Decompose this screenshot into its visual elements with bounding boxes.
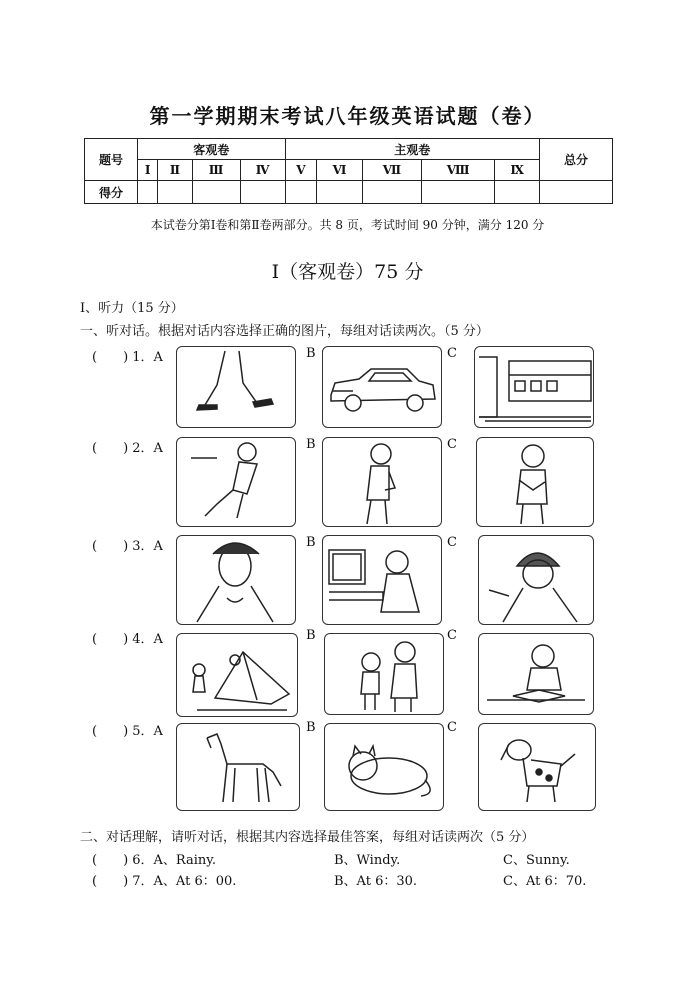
question-option-b: B、At 6：30. bbox=[334, 874, 418, 889]
exam-note: 本试卷分第Ⅰ卷和第Ⅱ卷两部分。共 8 页，考试时间 90 分钟，满分 120 分 bbox=[150, 218, 545, 232]
col-header: Ⅷ bbox=[422, 160, 495, 181]
question-option-b: B、Windy. bbox=[334, 853, 401, 868]
picture-boy-stomach-ache[interactable] bbox=[476, 437, 594, 527]
col-header: Ⅶ bbox=[362, 160, 421, 181]
question-instruction: 二、对话理解，请听对话，根据其内容选择最佳答案，每组对话读两次（5 分） bbox=[80, 830, 535, 845]
score-cell[interactable] bbox=[362, 181, 421, 204]
question-option-a: ( ) 7．A、At 6：00. bbox=[92, 874, 237, 889]
picture-boy-back-ache[interactable] bbox=[322, 437, 442, 527]
picture-girl-reading[interactable] bbox=[478, 633, 594, 715]
option-b-label: B bbox=[306, 628, 316, 643]
picture-kids-tent[interactable] bbox=[176, 633, 298, 717]
picture-cat[interactable] bbox=[324, 723, 444, 811]
part-heading: Ⅰ、听力（15 分） bbox=[80, 301, 184, 316]
option-b-label: B bbox=[306, 720, 316, 735]
option-c-label: C bbox=[447, 437, 457, 452]
picture-train[interactable] bbox=[474, 346, 594, 428]
col-header: Ⅳ bbox=[240, 160, 285, 181]
question-option-a: ( ) 6．A、Rainy. bbox=[92, 853, 217, 868]
question-option-c: C、At 6：70. bbox=[503, 874, 587, 889]
picture-boy-hurt-knee[interactable] bbox=[176, 437, 296, 527]
question-number: ( ) 2．A bbox=[92, 441, 163, 456]
option-c-label: C bbox=[447, 628, 457, 643]
picture-woman-helmet[interactable] bbox=[478, 535, 594, 625]
score-cell[interactable] bbox=[192, 181, 240, 204]
picture-dog[interactable] bbox=[478, 723, 596, 811]
picture-car[interactable] bbox=[322, 346, 442, 428]
score-cell[interactable] bbox=[240, 181, 285, 204]
score-cell[interactable] bbox=[285, 181, 317, 204]
defen-cell: 得分 bbox=[85, 181, 138, 204]
picture-girl-and-boy[interactable] bbox=[324, 633, 444, 715]
question-number: ( ) 3．A bbox=[92, 539, 163, 554]
score-cell[interactable] bbox=[422, 181, 495, 204]
col-header: Ⅲ bbox=[192, 160, 240, 181]
subjective-header: 主观卷 bbox=[285, 139, 539, 160]
option-b-label: B bbox=[306, 437, 316, 452]
col-header: Ⅱ bbox=[158, 160, 192, 181]
section-title: Ⅰ（客观卷）75 分 bbox=[271, 261, 424, 283]
score-cell[interactable] bbox=[540, 181, 613, 204]
option-b-label: B bbox=[306, 535, 316, 550]
option-b-label: B bbox=[306, 346, 316, 361]
total-header: 总分 bbox=[540, 139, 613, 181]
question-number: ( ) 5．A bbox=[92, 724, 163, 739]
question-number: ( ) 4．A bbox=[92, 632, 163, 647]
score-cell[interactable] bbox=[158, 181, 192, 204]
picture-woman-computer[interactable] bbox=[322, 535, 442, 625]
option-c-label: C bbox=[447, 346, 457, 361]
score-cell[interactable] bbox=[495, 181, 540, 204]
page-title: 第一学期期末考试八年级英语试题（卷） bbox=[149, 104, 546, 128]
col-header: Ⅰ bbox=[138, 160, 158, 181]
picture-horse[interactable] bbox=[176, 723, 300, 811]
score-cell[interactable] bbox=[138, 181, 158, 204]
score-table bbox=[84, 138, 613, 204]
col-header: Ⅵ bbox=[317, 160, 363, 181]
question-number: ( ) 1．A bbox=[92, 350, 163, 365]
col-header: Ⅸ bbox=[495, 160, 540, 181]
picture-actress[interactable] bbox=[176, 535, 296, 625]
question-option-c: C、Sunny. bbox=[503, 853, 570, 868]
option-c-label: C bbox=[447, 535, 457, 550]
question-instruction: 一、听对话。根据对话内容选择正确的图片，每组对话读两次。（5 分） bbox=[80, 324, 489, 339]
objective-header: 客观卷 bbox=[138, 139, 286, 160]
option-c-label: C bbox=[447, 720, 457, 735]
score-cell[interactable] bbox=[317, 181, 363, 204]
picture-walking-legs[interactable] bbox=[176, 346, 296, 428]
tihao-cell: 题号 bbox=[85, 139, 138, 181]
col-header: Ⅴ bbox=[285, 160, 317, 181]
